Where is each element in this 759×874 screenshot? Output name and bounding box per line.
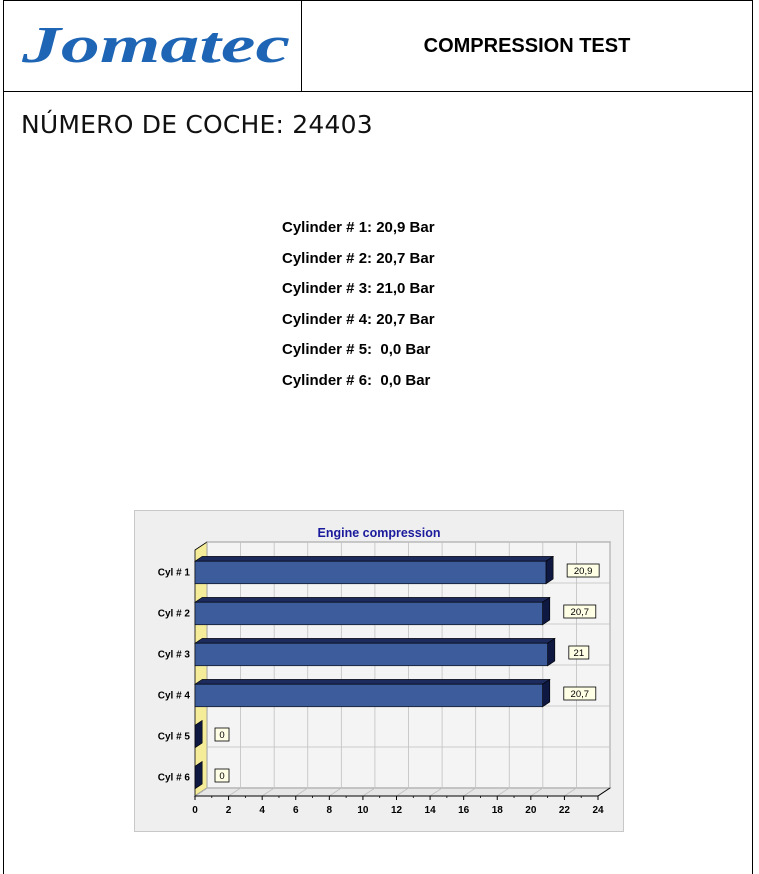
cylinder-reading-5: Cylinder # 5: 0,0 Bar — [282, 341, 431, 359]
bar — [195, 602, 543, 625]
bar-top — [195, 597, 550, 602]
data-label: 21 — [573, 648, 585, 659]
bar — [195, 761, 202, 788]
category-label: Cyl # 5 — [157, 731, 190, 743]
category-label: Cyl # 1 — [157, 567, 190, 579]
cylinder-reading-2: Cylinder # 2: 20,7 Bar — [282, 249, 435, 267]
x-tick-label: 22 — [558, 805, 570, 816]
bar-top — [195, 556, 553, 561]
x-tick-label: 12 — [390, 805, 403, 816]
data-label: 0 — [219, 730, 225, 741]
bar — [195, 720, 202, 747]
logo-cell — [4, 1, 302, 91]
report-header — [4, 0, 752, 92]
cylinder-reading-6: Cylinder # 6: 0,0 Bar — [282, 371, 431, 389]
bar-top — [195, 679, 550, 684]
x-tick-label: 24 — [592, 805, 604, 816]
bar — [195, 561, 546, 584]
compression-chart — [134, 510, 624, 832]
chart-title: Engine compression — [317, 526, 441, 540]
bar — [195, 684, 543, 707]
cylinder-reading-3: Cylinder # 3: 21,0 Bar — [282, 280, 435, 298]
data-label: 20,9 — [573, 566, 593, 577]
x-tick-label: 20 — [525, 805, 537, 816]
x-tick-label: 0 — [192, 805, 198, 816]
category-label: Cyl # 3 — [157, 649, 190, 661]
data-label: 20,7 — [570, 689, 590, 700]
x-tick-label: 18 — [491, 805, 503, 816]
bar-side — [548, 638, 555, 665]
logo-wordmark: Jomatec — [20, 17, 290, 74]
x-tick-label: 4 — [259, 805, 265, 816]
cylinder-reading-1: Cylinder # 1: 20,9 Bar — [282, 219, 435, 236]
report-title: COMPRESSION TEST — [423, 34, 631, 57]
cylinder-readings — [282, 218, 435, 402]
data-label: 0 — [219, 771, 225, 782]
jomatec-logo — [18, 15, 294, 75]
bar-top — [195, 638, 555, 643]
x-tick-label: 8 — [326, 805, 333, 816]
bar — [195, 643, 548, 666]
x-tick-label: 2 — [225, 805, 232, 816]
report-page — [3, 0, 753, 874]
x-tick-label: 16 — [458, 805, 470, 816]
car-number-label: NÚMERO DE COCHE: 24403 — [21, 110, 373, 139]
category-label: Cyl # 6 — [157, 772, 190, 784]
bar-side — [543, 679, 550, 706]
category-label: Cyl # 2 — [157, 608, 190, 620]
bar-side — [543, 597, 550, 624]
x-tick-label: 14 — [424, 805, 436, 816]
data-label: 20,7 — [570, 607, 590, 618]
x-tick-label: 10 — [357, 805, 369, 816]
x-tick-label: 6 — [292, 805, 299, 816]
compression-chart-svg — [134, 510, 624, 832]
category-label: Cyl # 4 — [157, 690, 190, 702]
bar-side — [546, 556, 553, 583]
cylinder-reading-4: Cylinder # 4: 20,7 Bar — [282, 310, 435, 328]
